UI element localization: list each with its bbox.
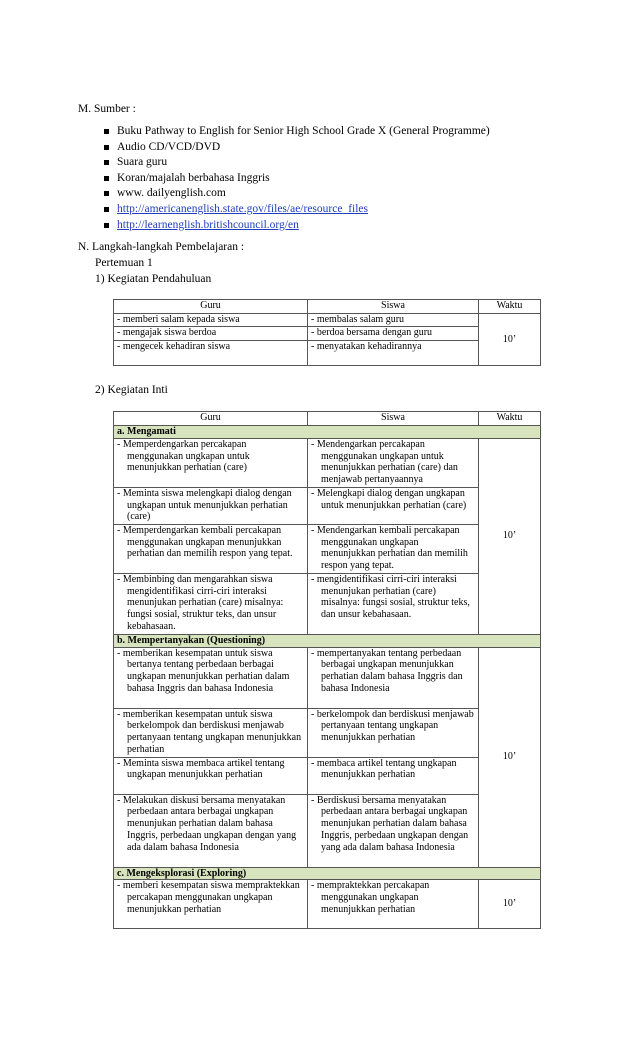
siswa-cell: - mempraktekkan percakapan menggunakan ungkapan menunjukkan perhatian — [311, 880, 430, 915]
meeting-label: Pertemuan 1 — [95, 257, 153, 269]
sources-list — [104, 124, 490, 233]
siswa-cell: - berdoa bersama dengan guru — [308, 327, 479, 341]
section-title-exploring: c. Mengeksplorasi (Exploring) — [114, 867, 541, 880]
list-item — [104, 202, 490, 218]
siswa-cell: - menyatakan kehadirannya — [308, 341, 479, 366]
list-item — [104, 171, 490, 187]
table-row — [114, 647, 541, 708]
waktu-cell: 10’ — [479, 438, 541, 634]
list-item — [104, 140, 490, 156]
step2-heading: 2) Kegiatan Inti — [95, 384, 168, 396]
table-row — [114, 757, 541, 794]
bullet-square-icon — [104, 191, 109, 196]
table-row — [114, 524, 541, 573]
source-link[interactable]: http://learnenglish.britishcouncil.org/en — [117, 218, 299, 231]
table-row — [114, 573, 541, 634]
bullet-square-icon — [104, 207, 109, 212]
waktu-cell: 10’ — [479, 880, 541, 929]
source-text: Buku Pathway to English for Senior High School Grade X (General Programme) — [117, 125, 490, 137]
source-link[interactable]: http://americanenglish.state.gov/files/ae/resource_files — [117, 202, 368, 215]
guru-cell: - Meminta siswa melengkapi dialog dengan ungkapan untuk menunjukkan perhatian (care) — [117, 487, 292, 523]
guru-cell: - memberi kesempatan siswa mempraktekkan percakapan menggunakan ungkapan menunjukkan perhatian — [117, 880, 300, 915]
table-row — [114, 794, 541, 867]
step1-heading: 1) Kegiatan Pendahuluan — [95, 273, 212, 285]
siswa-cell: - Melengkapi dialog dengan ungkapan untuk menunjukkan perhatian (care) — [311, 487, 467, 511]
table-row — [114, 327, 541, 341]
list-item — [104, 218, 490, 234]
siswa-cell: - Berdiskusi bersama menyatakan perbedaan antara berbagai ungkapan menunjukan perhatian dalam bahasa Inggris, perbedaan ungkapan dengan yang ada dalam bahasa Indonesia — [311, 794, 469, 853]
guru-cell: - memberi salam kepada siswa — [114, 314, 308, 327]
list-item — [104, 186, 490, 202]
bullet-square-icon — [104, 223, 109, 228]
guru-cell: - Memperdengarkan percakapan menggunakan ungkapan untuk menunjukkan perhatian (care) — [117, 438, 250, 474]
table-row — [114, 880, 541, 929]
header-guru: Guru — [114, 300, 308, 314]
inti-table — [113, 411, 541, 929]
siswa-cell: - membaca artikel tentang ungkapan menunjukkan perhatian — [311, 757, 457, 781]
section-title-mengamati: a. Mengamati — [114, 426, 541, 439]
table-row — [114, 438, 541, 487]
source-text: www. dailyenglish.com — [117, 187, 226, 200]
guru-cell: - mengecek kehadiran siswa — [114, 341, 308, 366]
pendahuluan-table — [113, 299, 541, 366]
table-row — [114, 314, 541, 327]
siswa-cell: - berkelompok dan berdiskusi menjawab pertanyaan tentang ungkapan menunjukkan perhatian — [311, 708, 474, 744]
header-waktu: Waktu — [479, 412, 541, 426]
bullet-square-icon — [104, 129, 109, 134]
waktu-cell: 10’ — [479, 314, 541, 366]
guru-cell: - memberikan kesempatan untuk siswa bertanya tentang perbedaan berbagai ungkapan menunjukkan perhatian dalam bahasa Inggris dan bahasa Indonesia — [117, 647, 290, 694]
bullet-square-icon — [104, 160, 109, 165]
guru-cell: - Meminta siswa membaca artikel tentang ungkapan menunjukkan perhatian — [117, 757, 285, 781]
bullet-square-icon — [104, 176, 109, 181]
header-guru: Guru — [114, 412, 308, 426]
siswa-cell: - mengidentifikasi cirri-ciri interaksi menunjukan perhatian (care) misalnya: fungsi sosial, struktur teks, dan unsur kebahasaan. — [311, 573, 470, 621]
section-n-heading: N. Langkah-langkah Pembelajaran : — [78, 241, 245, 253]
siswa-cell: - membalas salam guru — [308, 314, 479, 327]
siswa-cell: - Mendengarkan kembali percakapan menggunakan ungkapan menunjukkan perhatian dan memilih respon yang tepat. — [311, 524, 468, 572]
source-text: Audio CD/VCD/DVD — [117, 140, 221, 153]
source-text: Suara guru — [117, 156, 168, 169]
source-text: Koran/majalah berbahasa Inggris — [117, 171, 270, 184]
guru-cell: - Melakukan diskusi bersama menyatakan perbedaan antara berbagai ungkapan menunjukan perhatian dalam bahasa Inggris, perbedaan ungkapan dengan yang ada dalam bahasa Indonesia — [117, 794, 297, 853]
header-waktu: Waktu — [479, 300, 541, 314]
guru-cell: - mengajak siswa berdoa — [114, 327, 308, 341]
table-row — [114, 708, 541, 757]
bullet-square-icon — [104, 145, 109, 150]
section-title-questioning: b. Mempertanyakan (Questioning) — [114, 634, 541, 647]
list-item — [104, 155, 490, 171]
header-siswa: Siswa — [308, 412, 479, 426]
waktu-cell: 10’ — [479, 647, 541, 867]
section-m-heading: M. Sumber : — [78, 103, 136, 115]
guru-cell: - memberikan kesempatan untuk siswa berkelompok dan berdiskusi menjawab pertanyaan tentang ungkapan menunjukkan perhatian — [117, 708, 302, 755]
guru-cell: - Memperdengarkan kembali percakapan menggunakan ungkapan menunjukkan perhatian dan memilih respon yang tepat. — [117, 524, 293, 560]
header-siswa: Siswa — [308, 300, 479, 314]
siswa-cell: - mempertanyakan tentang perbedaan berbagai ungkapan menunjukkan perhatian dalam bahasa Inggris dan bahasa Indonesia — [311, 647, 463, 694]
siswa-cell: - Mendengarkan percakapan menggunakan ungkapan untuk menunjukkan perhatian (care) dan menjawab pertanyaannya — [311, 438, 458, 486]
table-row — [114, 341, 541, 366]
guru-cell: - Membinbing dan mengarahkan siswa mengidentifikasi cirri-ciri interaksi menunjukan perhatian (care) misalnya: fungsi sosial, struktur teks, dan unsur kebahasaan. — [117, 573, 284, 632]
table-row — [114, 487, 541, 524]
list-item — [104, 124, 490, 140]
